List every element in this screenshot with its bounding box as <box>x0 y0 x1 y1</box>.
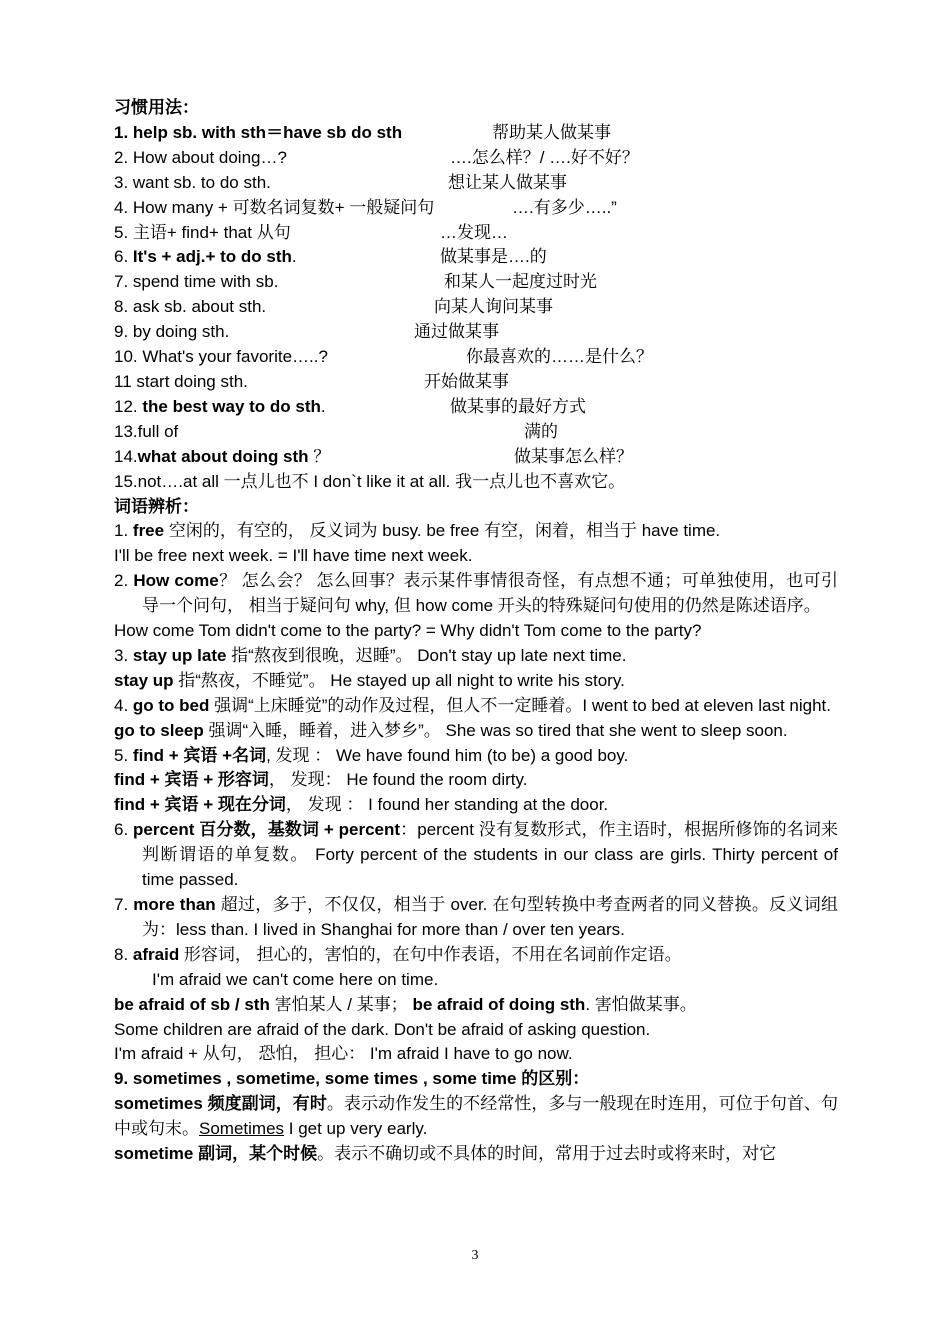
entry-stay-up-late: 3. stay up late 指“熬夜到很晚，迟睡”。 Don't stay up late next time. <box>114 645 627 665</box>
entry-afraid-example: I'm afraid we can't come here on time. <box>152 969 439 989</box>
habit-item-6: 6. It's + adj.+ to do sth. 做某事是….的 <box>114 247 547 267</box>
habit-item-13: 13.full of 满的 <box>114 421 558 441</box>
entry-find-participle: find + 宾语 + 现在分词， 发现 ： I found her standing at the door. <box>114 795 609 815</box>
entry-afraid: 8. afraid 形容词， 担心的，害怕的，在句中作表语，不用在名词前作定语。 <box>114 944 682 964</box>
habit-item-11: 11 start doing sth. 开始做某事 <box>114 371 509 391</box>
habit-item-15: 15.not….at all 一点儿也不 I don`t like it at all. 我一点儿也不喜欢它。 <box>114 471 626 491</box>
entry-how-come: 2. How come？ 怎么会？ 怎么回事？表示某件事情很奇怪，有点想不通；可单独使用，也可引导一个问句， 相当于疑问句 why, 但 how come 开头的特殊疑问句使用的仍然是陈述语序。 <box>114 571 838 616</box>
entry-sometimes-title: 9. sometimes , sometime, some times , some time 的区别： <box>114 1069 590 1089</box>
habit-item-3: 3. want sb. to do sth. 想让某人做某事 <box>114 172 567 192</box>
entry-go-to-sleep: go to sleep 强调“入睡，睡着，进入梦乡”。 She was so tired that she went to sleep soon. <box>114 720 788 740</box>
habit-item-4: 4. How many + 可数名词复数+ 一般疑问句 ….有多少…..” <box>114 197 617 217</box>
entry-be-afraid: be afraid of sb / sth 害怕某人 / 某事； be afraid of doing sth. 害怕做某事。 <box>114 994 697 1014</box>
entry-stay-up: stay up 指“熬夜，不睡觉”。 He stayed up all night to write his story. <box>114 670 625 690</box>
entry-sometimes: sometimes 频度副词，有时。表示动作发生的不经常性，多与一般现在时连用，可位于句首、句中或句末。Sometimes I get up very early. <box>114 1094 838 1139</box>
habit-item-5: 5. 主语+ find+ that 从句 …发现… <box>114 222 508 242</box>
entry-how-come-example: How come Tom didn't come to the party? = Why didn't Tom come to the party? <box>114 621 702 641</box>
habit-item-10: 10. What's your favorite…..? 你最喜欢的……是什么？ <box>114 347 653 367</box>
entry-percent: 6. percent 百分数，基数词 + percent：percent 没有复数形式，作主语时，根据所修饰的名词来判断谓语的单复数。 Forty percent of the students in our class are girls. Thirty percent of time passed. <box>114 820 838 890</box>
habit-item-2: 2. How about doing…? ….怎么样？/ ….好不好？ <box>114 147 639 167</box>
page-number: 3 <box>471 1248 479 1263</box>
entry-free: 1. free 空闲的，有空的， 反义词为 busy. be free 有空，闲着，相当于 have time. <box>114 521 721 541</box>
section-title-habits: 习惯用法： <box>114 98 199 117</box>
habit-item-12: 12. the best way to do sth. 做某事的最好方式 <box>114 396 586 416</box>
habit-item-7: 7. spend time with sb. 和某人一起度过时光 <box>114 272 597 292</box>
habit-item-9: 9. by doing sth. 通过做某事 <box>114 322 499 342</box>
entry-afraid-example-2: Some children are afraid of the dark. Don't be afraid of asking question. <box>114 1019 651 1039</box>
entry-afraid-example-3: I'm afraid + 从句， 恐怕， 担心： I'm afraid I have to go now. <box>114 1044 573 1064</box>
habit-item-8: 8. ask sb. about sth. 向某人询问某事 <box>114 297 553 317</box>
document-body <box>114 96 838 1167</box>
entry-more-than: 7. more than 超过，多于，不仅仅，相当于 over. 在句型转换中考查两者的同义替换。反义词组为：less than. I lived in Shanghai for more than / over ten years. <box>114 895 838 939</box>
section-title-analysis: 词语辨析： <box>114 496 199 516</box>
habit-item-1: 1. help sb. with sth＝have sb do sth 帮助某人做某事 <box>114 122 611 142</box>
entry-sometime: sometime 副词，某个时候。表示不确切或不具体的时间，常用于过去时或将来时，对它 <box>114 1144 777 1164</box>
entry-find-adj: find + 宾语 + 形容词， 发现： He found the room dirty. <box>114 770 528 790</box>
entry-find-noun: 5. find + 宾语 +名词, 发现 ： We have found him (to be) a good boy. <box>114 745 629 765</box>
entry-go-to-bed: 4. go to bed 强调“上床睡觉”的动作及过程，但人不一定睡着。I went to bed at eleven last night. <box>114 695 831 715</box>
habit-item-14: 14.what about doing sth ？ 做某事怎么样？ <box>114 446 633 466</box>
entry-free-example: I'll be free next week. = I'll have time next week. <box>114 546 473 566</box>
